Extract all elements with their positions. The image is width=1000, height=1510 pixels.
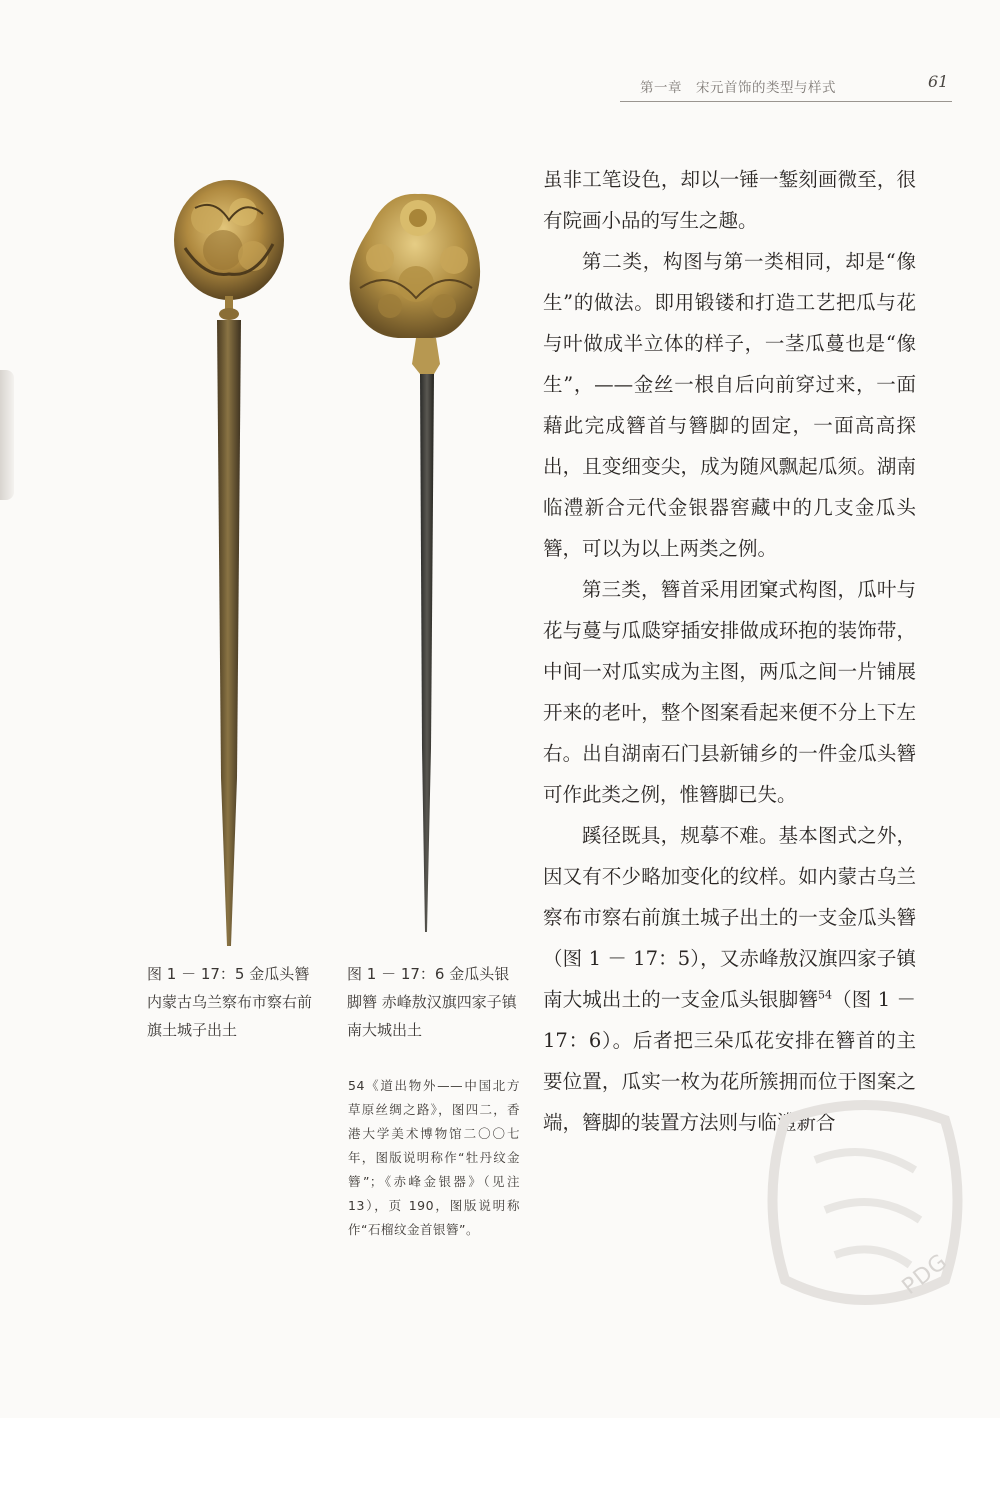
- paragraph-1: 虽非工笔设色，却以一锤一錾刻画微至，很有院画小品的写生之趣。: [543, 168, 916, 232]
- paragraph-2: 第二类，构图与第一类相同，却是“像生”的做法。即用锻镂和打造工艺把瓜与花与叶做成半立体的样子，一茎瓜蔓也是“像生”，——金丝一根自后向前穿过来，一面藉此完成簪首与簪脚的固定，一面高高探出，且变细变尖，成为随风飘起瓜须。湖南临澧新合元代金银器窖藏中的几支金瓜头簪，可以为以上两类之例。: [543, 250, 916, 560]
- library-watermark-seal: [745, 1080, 985, 1350]
- paragraph-4-text: 蹊径既具，规摹不难。基本图式之外，因又有不少略加变化的纹样。如内蒙古乌兰察布市察右前旗土城子出土的一支金瓜头簪（图 1 － 17：5），又赤峰敖汉旗四家子镇南大城出土的一支金瓜头银脚簪: [543, 824, 916, 1011]
- paragraph-3: 第三类，簪首采用团窠式构图，瓜叶与花与蔓与瓜瓞穿插安排做成环抱的装饰带，中间一对瓜实成为主图，两瓜之间一片铺展开来的老叶，整个图案看起来便不分上下左右。出自湖南石门县新铺乡的一件金瓜头簪可作此类之例，惟簪脚已失。: [543, 578, 916, 806]
- paragraph-4-continued: （图 1 － 17：6）。后者把三朵瓜花安排在簪首的主要位置，瓜实一枚为花所簇拥而位于图案之端，簪脚的装置方法则与临澧新合: [543, 988, 916, 1134]
- gold-hairpin-image: [165, 178, 295, 950]
- header-rule: [620, 101, 952, 102]
- running-head: 第一章 宋元首饰的类型与样式: [640, 80, 836, 96]
- silver-hairpin-image: [340, 188, 490, 936]
- page-number: 61: [928, 72, 949, 91]
- figure-caption-2: 图 1 － 17：6 金瓜头银脚簪 赤峰敖汉旗四家子镇南大城出土: [347, 965, 517, 1039]
- footnote-reference[interactable]: 54: [817, 988, 832, 1002]
- figure-caption-1: 图 1 － 17：5 金瓜头簪 内蒙古乌兰察布市察右前旗土城子出土: [147, 965, 313, 1039]
- page-binding-shadow: [0, 370, 14, 500]
- footnote-54: 54《道出物外——中国北方草原丝绸之路》，图四二，香港大学美术博物馆二〇〇七年，图版说明称作“牡丹纹金簪”；《赤峰金银器》（见注13），页 190，图版说明称作“石榴纹金首银簪”。: [348, 1078, 520, 1237]
- figure-hairpin-silver-foot: [340, 188, 490, 936]
- figure-hairpin-gold-melon: [165, 178, 295, 950]
- main-text: [543, 159, 916, 1143]
- watermark-text: PDG: [897, 1249, 953, 1300]
